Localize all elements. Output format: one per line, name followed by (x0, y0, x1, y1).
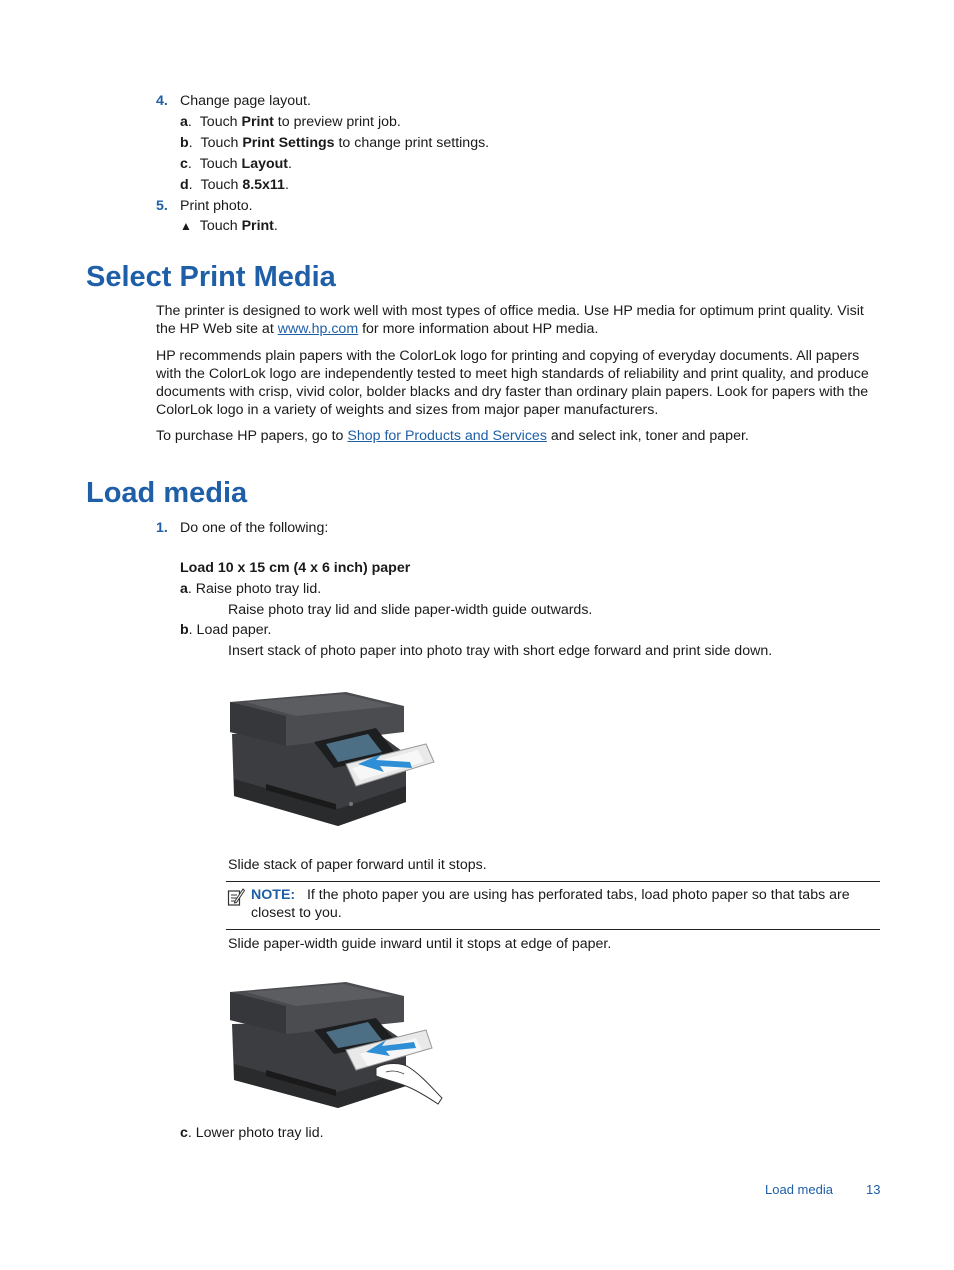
slide-forward-text: Slide stack of paper forward until it stops. (228, 857, 487, 873)
paragraph-colorlok: HP recommends plain papers with the ColorLok logo for printing and copying of everyday documents. All papers with the ColorLok logo are independently tested to meet high standards of reliability and print quality, and produce documents with crisp, vivid color, bolder blacks and dry faster than ordinary plain papers. Look for papers with the ColorLok logo in a variety of weights and sizes from major paper manufacturers. (156, 348, 869, 418)
slide-guide-text: Slide paper-width guide inward until it stops at edge of paper. (228, 936, 612, 952)
step-5-text: Print photo. (180, 198, 253, 214)
step-4-number: 4. (156, 93, 168, 109)
step-1-text: Do one of the following: (180, 520, 329, 536)
heading-select-print-media: Select Print Media (86, 261, 336, 293)
heading-load-media: Load media (86, 477, 248, 509)
triangle-bullet-icon: ▲ (180, 219, 192, 233)
note-pencil-icon (227, 887, 245, 907)
step-4-text: Change page layout. (180, 93, 311, 109)
footer-section-name: Load media (765, 1182, 833, 1197)
step-5-number: 5. (156, 198, 168, 214)
printer-illustration-slide-guide (226, 976, 448, 1112)
subheading-load-photo-paper: Load 10 x 15 cm (4 x 6 inch) paper (180, 560, 411, 576)
step-1c: c. Lower photo tray lid. (180, 1125, 324, 1141)
step-1b: b. Load paper. (180, 622, 272, 638)
footer-page-number: 13 (866, 1182, 881, 1197)
printer-illustration-insert-paper (226, 684, 436, 829)
note-text: NOTE: If the photo paper you are using has perforated tabs, load photo paper so that tabs are closest to you. (251, 887, 850, 921)
step-4a: a. Touch Print to preview print job. (180, 114, 401, 130)
step-4c: c. Touch Layout. (180, 156, 292, 172)
hp-website-link[interactable]: www.hp.com (277, 321, 359, 337)
step-1a: a. Raise photo tray lid. (180, 581, 322, 597)
paragraph-intro: The printer is designed to work well with most types of office media. Use HP media for optimum print quality. Visit the HP Web site at www.hp.com for more information about HP media. (156, 303, 864, 337)
step-1b-detail: Insert stack of photo paper into photo tray with short edge forward and print side down. (228, 643, 773, 659)
step-4d: d. Touch 8.5x11. (180, 177, 289, 193)
step-1a-detail: Raise photo tray lid and slide paper-width guide outwards. (228, 602, 593, 618)
step-1-number: 1. (156, 520, 168, 536)
paragraph-purchase: To purchase HP papers, go to Shop for Products and Services and select ink, toner and paper. (156, 428, 749, 444)
step-4b: b. Touch Print Settings to change print settings. (180, 135, 490, 151)
step-5-bullet: ▲ Touch Print. (180, 218, 278, 234)
shop-products-link[interactable]: Shop for Products and Services (347, 428, 547, 444)
